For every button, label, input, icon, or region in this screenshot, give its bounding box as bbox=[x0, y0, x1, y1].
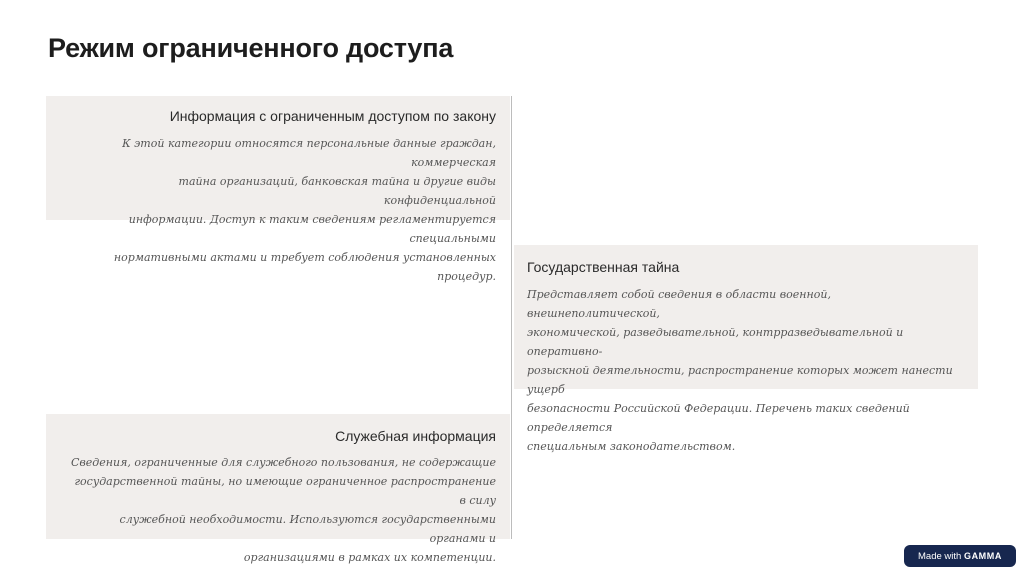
card-restricted-by-law bbox=[46, 96, 510, 283]
card-heading: Служебная информация bbox=[335, 428, 496, 444]
card-text-line: безопасности Российской Федерации. Перечень таких сведений определяется bbox=[527, 402, 910, 434]
card-text-line: государственной тайны, но имеющие ограниченное распространение в силу bbox=[74, 475, 496, 507]
card-text bbox=[66, 134, 496, 286]
card-text-line: тайна организаций, банковская тайна и другие виды конфиденциальной bbox=[178, 175, 496, 207]
card-text-line: К этой категории относятся персональные данные граждан, коммерческая bbox=[122, 137, 496, 169]
timeline-line bbox=[511, 96, 512, 539]
card-text-line: Сведения, ограниченные для служебного пользования, не содержащие bbox=[70, 456, 496, 469]
card-text-line: экономической, разведывательной, контрразведывательной и оперативно- bbox=[527, 326, 904, 358]
card-text bbox=[527, 285, 964, 456]
card-text-line: служебной необходимости. Используются государственными органами и bbox=[119, 513, 496, 545]
card-state-secret bbox=[514, 245, 978, 453]
card-text-line: организациями в рамках их компетенции. bbox=[243, 551, 496, 564]
card-official-information bbox=[46, 414, 510, 564]
card-text-line: специальным законодательством. bbox=[527, 440, 736, 453]
card-heading: Информация с ограниченным доступом по закону bbox=[169, 108, 496, 124]
gamma-logo: GAMMA bbox=[963, 551, 1002, 561]
card-text-line: нормативными актами и требует соблюдения установленных процедур. bbox=[113, 251, 496, 283]
page-title: Режим ограниченного доступа bbox=[48, 33, 454, 63]
badge-prefix: Made with bbox=[918, 551, 962, 562]
card-heading: Государственная тайна bbox=[527, 259, 680, 275]
card-text-line: Представляет собой сведения в области военной, внешнеполитической, bbox=[527, 288, 831, 320]
card-text-line: информации. Доступ к таким сведениям регламентируется специальными bbox=[128, 213, 496, 245]
card-text-line: розыскной деятельности, распространение которых может нанести ущерб bbox=[527, 364, 953, 396]
made-with-gamma-badge[interactable] bbox=[904, 545, 1016, 567]
card-text bbox=[66, 453, 496, 567]
